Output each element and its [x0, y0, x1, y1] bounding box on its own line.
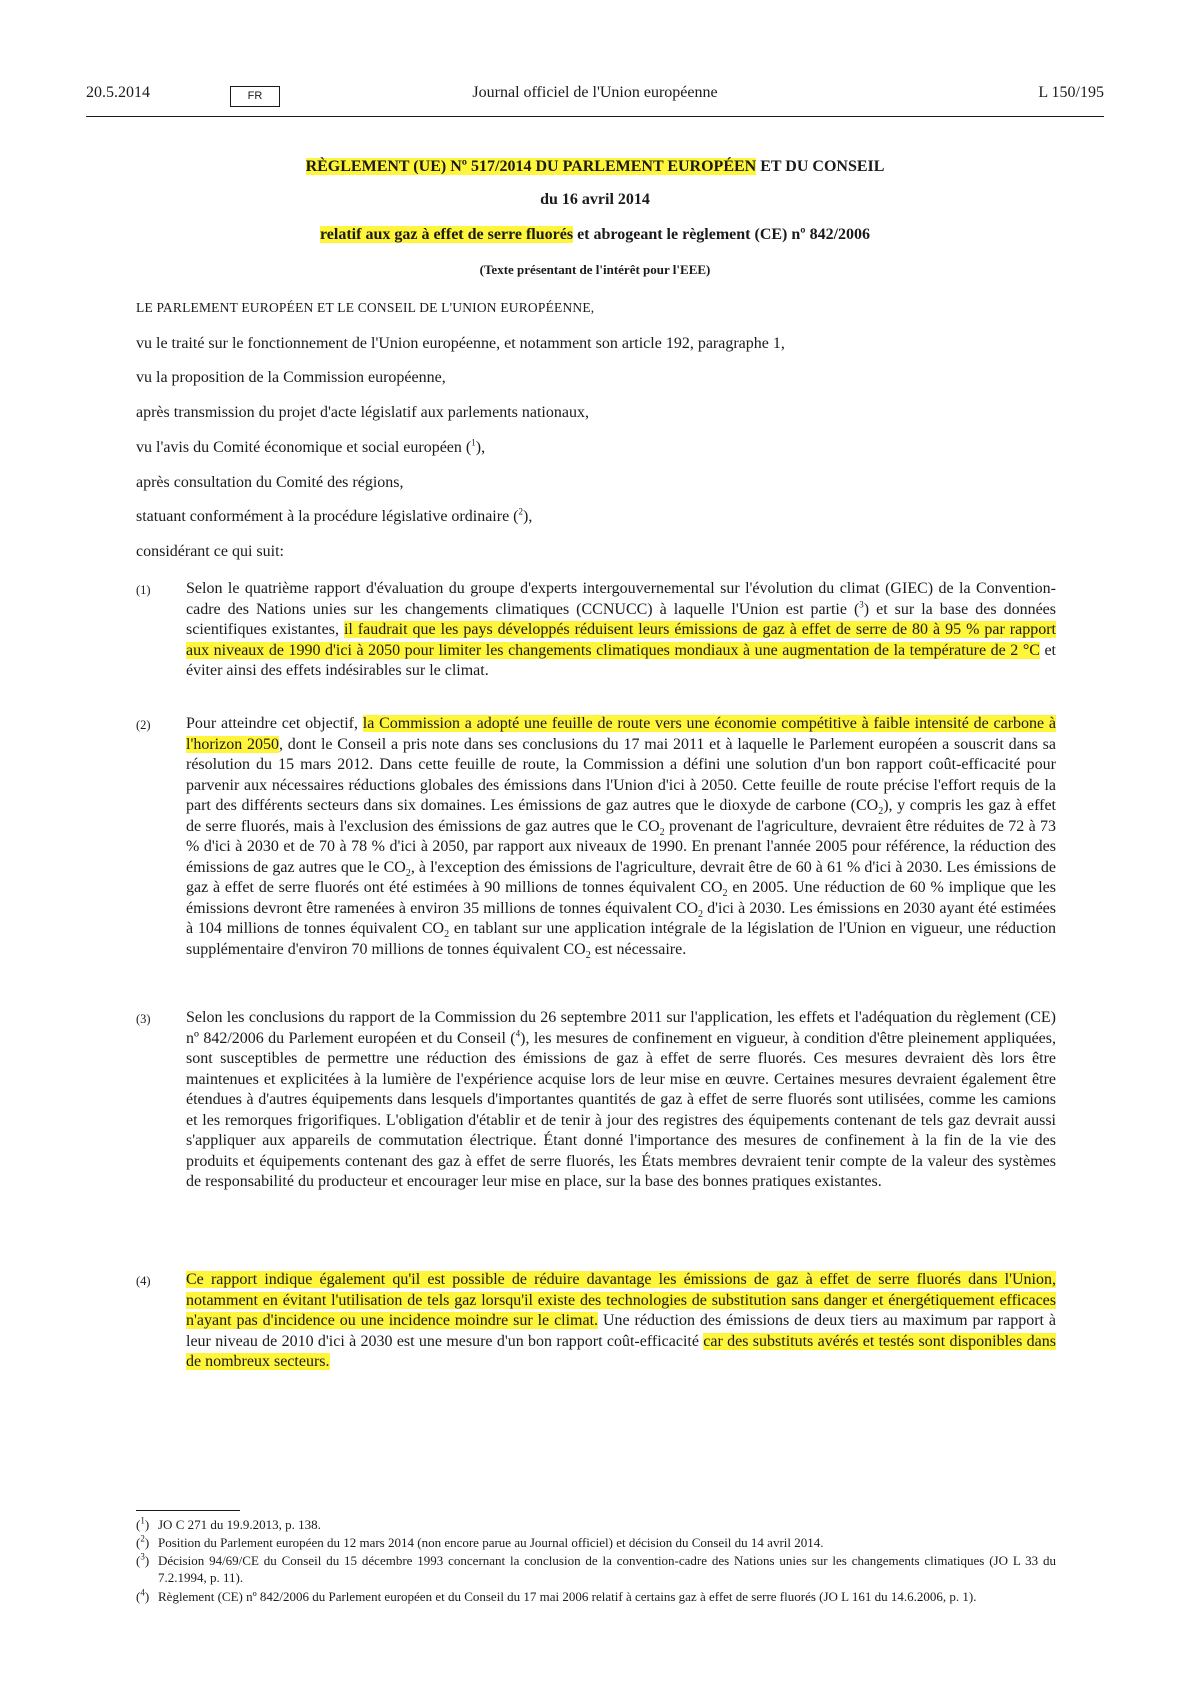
subscript: 2 [659, 826, 665, 838]
text: , dont le Conseil a pris note dans ses conclusions du 17 mai 2011 et à laquelle le Parlement européen a souscrit dans sa résolution du 15 mars 2012. Dans cette feuille de route, la Commission a défini une solution d'un bon rapport coût-efficacité pour parvenir aux nécessaires réductions globales des émissions dans l'Union d'ici à 2050. Cette feuille de route précise l'effort requis de la part des différents secteurs dans six domaines. Les émissions de gaz autres que le dioxyde de carbone (CO [186, 735, 1056, 814]
text: ), [523, 508, 533, 525]
highlight: la Commission a adopté une feuille de route vers une économie compétitive à faible intensité de carbone à l'horizon 2050 [186, 715, 1056, 753]
preamble-opinion [136, 439, 1056, 457]
text: Une réduction des émissions de deux tiers au maximum par rapport à leur niveau de 2010 d'ici à 2030 est une mesure d'un bon rapport coût-efficacité [186, 1312, 1057, 1350]
recital-1 [136, 579, 1056, 682]
text: ), les mesures de confinement en vigueur, à condition d'être pleinement appliquées, sont susceptibles de permettre une réduction des émissions de gaz à effet de serre fluorés. Ces mesures devraient dès lors être maintenues et explicitées à la lumière de l'expérience acquise lors de leur mise en œuvre. Certaines mesures devraient également être étendues à d'autres équipements dans lesquels d'importantes quantités de gaz à effet de serre fluorés sont utilisées, comme les camions et les remorques frigorifiques. L'obligation d'établir et de tenir à jour des registres des équipements contenant de tels gaz devrait aussi s'appliquer aux appareils de commutation électrique. Étant donné l'importance des mesures de confinement à la fin de la vie des produits et équipements contenant des gaz à effet de serre fluorés, les États membres devraient tenir compte de la valeur des systèmes de responsabilité du producteur et encourager leur mise en place, sur la base des bonnes pratiques existantes. [186, 1029, 1057, 1190]
footnote-3 [136, 1552, 1056, 1586]
text: statuant conformément à la procédure législative ordinaire ( [136, 508, 519, 525]
footnote-1 [136, 1516, 1056, 1533]
recital-number: (4) [136, 1274, 151, 1288]
text: , à l'exception des émissions de l'agriculture, devrait être de 60 à 61 % d'ici à 2030. Les émissions de gaz à effet de serre fluorés ont été estimées à 90 millions de tonnes équivalent CO [186, 858, 1056, 896]
footnote-mark: 3 [140, 1551, 145, 1562]
page-reference: L 150/195 [1038, 84, 1104, 101]
text: Selon le quatrième rapport d'évaluation du groupe d'experts intergouvernemental sur l'évolution du climat (GIEC) de la Convention-cadre des Nations unies sur les changements climatiques (CCNUCC) à laquelle l'Union est partie ( [186, 580, 1056, 618]
recital-2 [136, 714, 1056, 960]
footnote-mark: 4 [140, 1587, 145, 1598]
footnote-text: JO C 271 du 19.9.2013, p. 138. [158, 1517, 321, 1532]
footnote-number: ($^4$) [136, 1587, 150, 1604]
highlight: car des substituts avérés et testés sont disponibles dans de nombreux secteurs. [186, 1332, 1056, 1370]
text: est nécessaire. [590, 940, 687, 958]
recital-4 [136, 1270, 1056, 1373]
language-box: FR [230, 86, 280, 107]
text: en tablant sur une application intégrale de la législation de l'Union en vigueur, une réduction supplémentaire d'environ 70 millions de tonnes équivalent CO [186, 920, 1057, 958]
footnote-ref[interactable]: 2 [518, 506, 524, 517]
recital-text [186, 1270, 1056, 1373]
publication-date: 20.5.2014 [86, 84, 150, 101]
text: Pour atteindre cet objectif, [186, 715, 363, 732]
highlight: Ce rapport indique également qu'il est possible de réduire davantage les émissions de gaz à effet de serre fluorés dans l'Union, notamment en évitant l'utilisation de tels gaz lorsqu'il existe des technologies de substitution sans danger et énergétiquement efficaces n'ayant pas d'incidence ou une incidence moindre sur le climat. [186, 1271, 1056, 1329]
footnote-ref[interactable]: 1 [471, 437, 476, 448]
footnote-mark: 2 [140, 1533, 145, 1544]
footnote-mark: 1 [140, 1515, 145, 1526]
preamble-procedure [136, 508, 1056, 526]
regulation-date: du 16 avril 2014 [540, 191, 650, 208]
subscript: 2 [444, 929, 450, 941]
footnote-ref[interactable]: 4 [515, 1028, 521, 1039]
highlight: il faudrait que les pays développés réduisent leurs émissions de gaz à effet de serre de 80 à 95 % par rapport aux niveaux de 1990 d'ici à 2050 pour limiter les changements climatiques mondiaux à une augmentation de la température de 2 °C [186, 621, 1056, 659]
text: ), [475, 439, 486, 456]
footnote-text: Décision 94/69/CE du Conseil du 15 décembre 1993 concernant la conclusion de la convention-cadre des Nations unies sur les changements climatiques (JO L 33 du 7.2.1994, p. 11). [158, 1553, 1056, 1585]
page-header [86, 84, 1104, 114]
subscript: 2 [585, 949, 591, 961]
highlight: RÈGLEMENT (UE) Nº 517/2014 DU PARLEMENT EUROPÉEN [305, 158, 757, 175]
regulation-subject [86, 226, 1104, 244]
footnote-rule [136, 1510, 240, 1511]
text: ), y compris les gaz à effet de serre fluorés, mais à l'exclusion des émissions de gaz autres que le CO [186, 797, 1057, 835]
subscript: 2 [722, 888, 728, 900]
preamble-consultation: après consultation du Comité des régions, [136, 474, 404, 491]
text: Selon les conclusions du rapport de la Commission du 26 septembre 2011 sur l'application, les effets et l'adéquation du règlement (CE) nº 842/2006 du Parlement européen et du Conseil ( [186, 1009, 1056, 1047]
recital-text [186, 1008, 1056, 1193]
footnote-4 [136, 1588, 1056, 1605]
title-text: ET DU CONSEIL [756, 158, 885, 175]
preamble-proposal: vu la proposition de la Commission européenne, [136, 369, 446, 386]
footnote-number: ($^1$) [136, 1515, 150, 1532]
highlight: relatif aux gaz à effet de serre fluorés [319, 226, 574, 243]
recital-number: (2) [136, 718, 151, 732]
journal-title: Journal officiel de l'Union européenne [472, 84, 718, 101]
recital-3 [136, 1008, 1056, 1193]
recital-number: (3) [136, 1012, 151, 1026]
footnote-2 [136, 1534, 1056, 1551]
eea-relevance: (Texte présentant de l'intérêt pour l'EEE) [479, 262, 711, 277]
preamble-institutions: LE PARLEMENT EUROPÉEN ET LE CONSEIL DE L'UNION EUROPÉENNE, [136, 300, 595, 315]
recital-number: (1) [136, 583, 151, 597]
text: provenant de l'agriculture, devraient être réduites de 72 à 73 % d'ici à 2030 et de 70 à 78 % d'ici à 2050, par rapport aux niveaux de 1990. En prenant l'année 2005 pour référence, la réduction des émissions de gaz autres que le CO [186, 817, 1056, 876]
footnote-text: Position du Parlement européen du 12 mars 2014 (non encore parue au Journal officiel) et décision du Conseil du 14 avril 2014. [158, 1535, 824, 1550]
text: et éviter ainsi des effets indésirables sur le climat. [186, 641, 1057, 679]
preamble-whereas: considérant ce qui suit: [136, 543, 284, 560]
recital-text [186, 579, 1056, 682]
regulation-title [86, 158, 1104, 176]
footnote-ref[interactable]: 3 [859, 599, 864, 610]
subscript: 2 [405, 867, 411, 879]
text: d'ici à 2030. Les émissions en 2030 ayant été estimées à 104 millions de tonnes équivalent CO [186, 899, 1057, 937]
footnote-text: Règlement (CE) nº 842/2006 du Parlement européen et du Conseil du 17 mai 2006 relatif à certains gaz à effet de serre fluorés (JO L 161 du 14.6.2006, p. 1). [158, 1589, 977, 1604]
text: vu l'avis du Comité économique et social européen ( [136, 439, 472, 456]
text: ) et sur la base des données scientifiques existantes, [186, 600, 1056, 638]
subject-text: et abrogeant le règlement (CE) nº 842/2006 [573, 226, 871, 243]
footnote-number: ($^2$) [136, 1533, 150, 1550]
subscript: 2 [878, 806, 884, 818]
header-rule [86, 116, 1104, 117]
subscript: 2 [698, 908, 703, 920]
preamble-transmission: après transmission du projet d'acte législatif aux parlements nationaux, [136, 404, 589, 421]
text: en 2005. Une réduction de 60 % implique que les émissions devront être ramenées à environ 35 millions de tonnes équivalent CO [186, 879, 1056, 917]
footnote-number: ($^3$) [136, 1551, 150, 1568]
preamble-treaty: vu le traité sur le fonctionnement de l'Union européenne, et notamment son article 192, paragraphe 1, [136, 335, 785, 352]
recital-text [186, 714, 1056, 960]
